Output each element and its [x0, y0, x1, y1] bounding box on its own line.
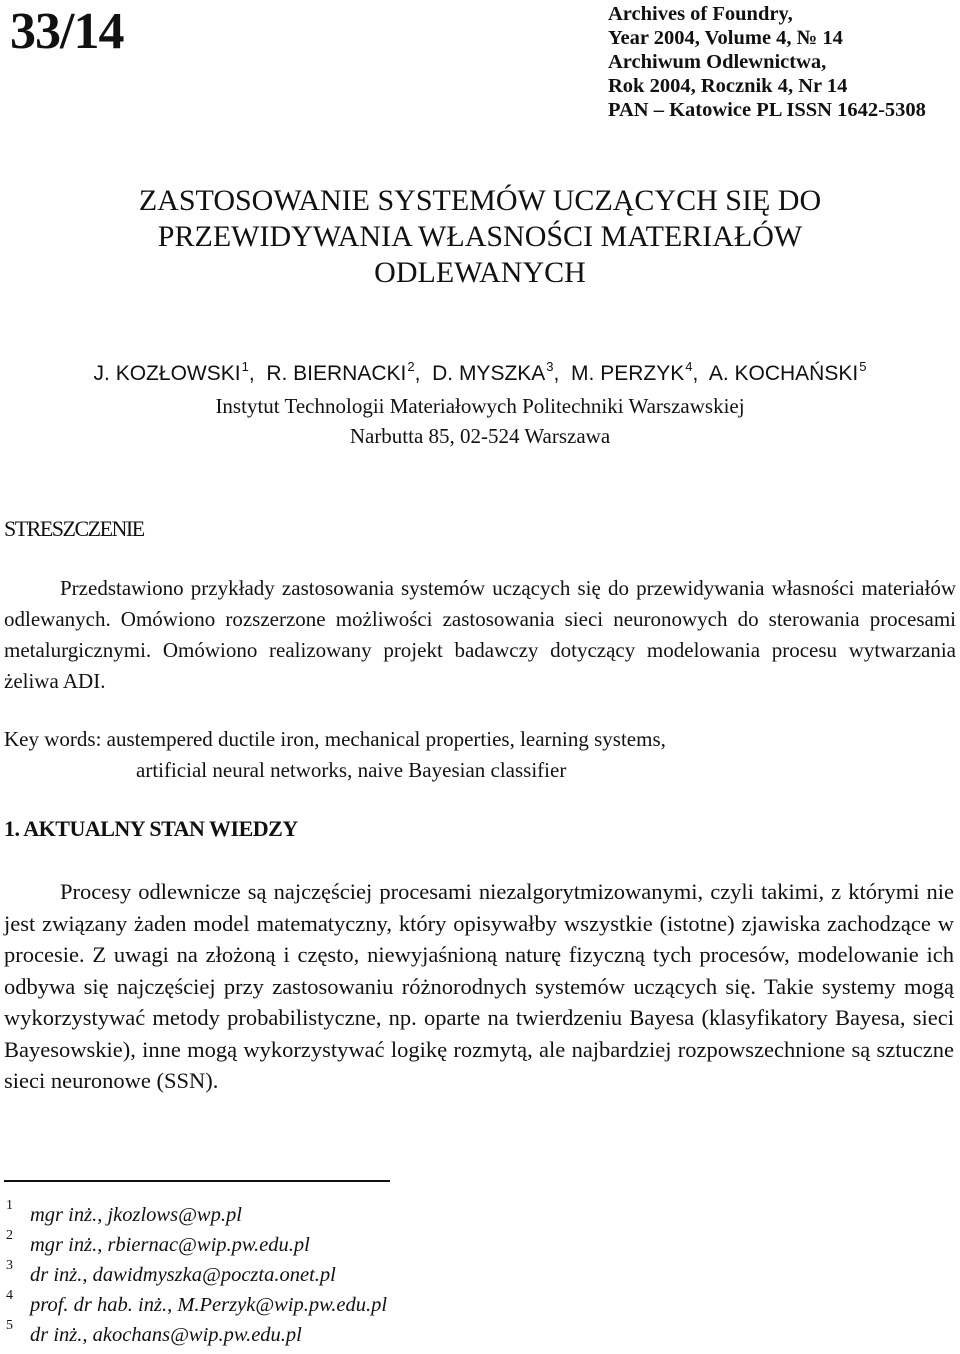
keywords-line: artificial neural networks, naive Bayesian classifier [136, 758, 567, 782]
footnote [4, 1320, 387, 1350]
footnote-number: 4 [6, 1288, 13, 1303]
author-footnote-ref: 1 [241, 359, 249, 374]
keywords-line: Key words: austempered ductile iron, mechanical properties, learning systems, [4, 727, 666, 751]
journal-line: Year 2004, Volume 4, № 14 [608, 27, 843, 49]
author-name: J. KOZŁOWSKI [93, 362, 241, 385]
abstract-body [4, 573, 956, 697]
author-list: J. KOZŁOWSKI$^1$, R. BIERNACKI$^2$, D. MYSZKA$^3$, M. PERZYK$^4$, A. KOCHAŃSKI$^5$ [93, 359, 867, 385]
author-name: M. PERZYK [571, 362, 685, 385]
paper-number: 33/14 [10, 3, 124, 60]
footnote-number: 3 [6, 1258, 13, 1273]
footnote-text: mgr inż., rbiernac@wip.pw.edu.pl [30, 1234, 310, 1256]
title-line: PRZEWIDYWANIA WŁASNOŚCI MATERIAŁÓW [157, 220, 803, 253]
footnote-text: dr inż., akochans@wip.pw.edu.pl [30, 1324, 302, 1346]
author-name: A. KOCHAŃSKI [708, 362, 859, 385]
author-name: D. MYSZKA [432, 362, 546, 385]
abstract-paragraph: Przedstawiono przykłady zastosowania systemów uczących się do przewidywania własności materiałów odlewanych. Omówiono rozszerzone możliwości zastosowania sieci neuronowych do sterowania procesami metalurgicznymi. Omówiono realizowany projekt badawczy dotyczący modelowania procesu wytwarzania żeliwa ADI. [4, 576, 956, 693]
body-paragraph: Procesy odlewnicze są najczęściej procesami niezalgorytmizowanymi, czyli takimi, z którymi nie jest związany żaden model matematyczny, który opisywałby wszystkie (istotne) zjawiska zachodzące w procesie. Z uwagi na złożoną i często, niewyjaśnioną naturę fizyczną tych procesów, modelowanie ich odbywa się najczęściej przy zastosowaniu różnorodnych systemów uczących się. Takie systemy mogą wykorzystywać metody probabilistyczne, np. oparte na twierdzeniu Bayesa (klasyfikatory Bayesa, sieci Bayesowskie), inne mogą wykorzystywać logikę rozmytą, ale najbardziej rozpowszechnione są sztuczne sieci neuronowe (SSN). [4, 879, 954, 1093]
footnote [4, 1290, 387, 1320]
footnote [4, 1230, 387, 1260]
keywords [4, 724, 956, 786]
title-line: ZASTOSOWANIE SYSTEMÓW UCZĄCYCH SIĘ DO [138, 184, 822, 217]
abstract-heading: STRESZCZENIE [4, 516, 144, 541]
footnote-text: dr inż., dawidmyszka@poczta.onet.pl [30, 1264, 336, 1286]
footnote [4, 1260, 387, 1290]
footnote [4, 1200, 387, 1230]
author-name: R. BIERNACKI [266, 362, 407, 385]
journal-line: PAN – Katowice PL ISSN 1642-5308 [608, 99, 926, 121]
author-footnote-ref: 2 [407, 359, 415, 374]
footnotes [4, 1200, 387, 1350]
title-line: ODLEWANYCH [374, 256, 586, 289]
author-footnote-ref: 4 [685, 359, 693, 374]
affiliation-institute: Instytut Technologii Materiałowych Politechniki Warszawskiej [215, 394, 745, 418]
journal-line: Archiwum Odlewnictwa, [608, 51, 827, 73]
footnote-number: 5 [6, 1318, 13, 1333]
footnote-number: 2 [6, 1228, 13, 1243]
footnote-number: 1 [6, 1198, 13, 1213]
author-footnote-ref: 5 [859, 359, 867, 374]
footnote-text: mgr inż., jkozlows@wp.pl [30, 1204, 242, 1226]
journal-line: Archives of Foundry, [608, 3, 793, 25]
section-body [4, 876, 954, 1097]
journal-line: Rok 2004, Rocznik 4, Nr 14 [608, 75, 848, 97]
paper-title [0, 183, 960, 291]
author-footnote-ref: 3 [546, 359, 554, 374]
footnote-divider [4, 1180, 390, 1182]
footnote-text: prof. dr hab. inż., M.Perzyk@wip.pw.edu.pl [30, 1294, 388, 1316]
affiliation-address: Narbutta 85, 02-524 Warszawa [349, 424, 611, 448]
section-heading: 1. AKTUALNY STAN WIEDZY [4, 816, 298, 841]
journal-info [608, 2, 926, 122]
